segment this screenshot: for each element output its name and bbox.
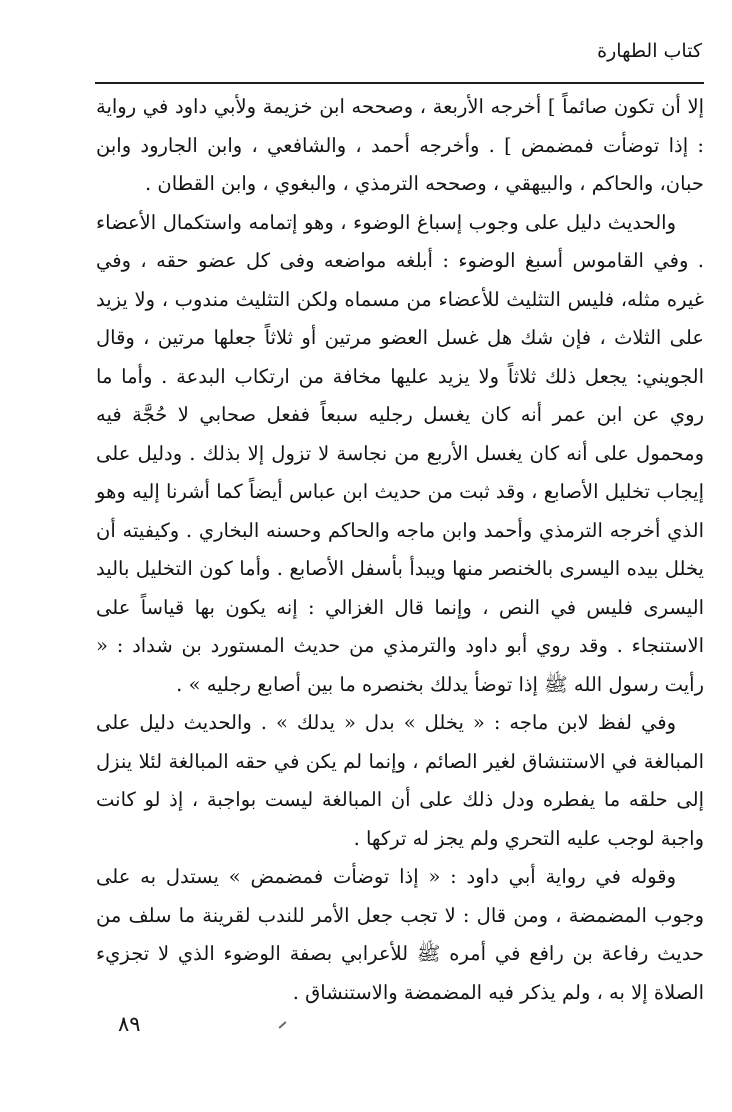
- main-text: [96, 88, 704, 1012]
- paragraph-isbagh-wudu: والحديث دليل على وجوب إسباغ الوضوء ، وهو إتمامه واستكمال الأعضاء . وفي القاموس أسبغ الوضوء : أبلغه مواضعه وفى كل عضو حقه ، وفي غيره مثله، فليس التثليث للأعضاء من مسماه ولكن التثليث مندوب ، ولا يزيد على الثلاث ، فإن شك هل غسل العضو مرتين أو ثلاثاً جعلها مرتين ، وقال الجويني: يجعل ذلك ثلاثاً ولا يزيد عليها مخافة من ارتكاب البدعة . وأما ما روي عن ابن عمر أنه كان يغسل رجليه سبعاً ففعل صحابي لا حُجَّة فيه ومحمول على أنه كان يغسل الأربع من نجاسة لا تزول إلا بذلك . ودليل على إيجاب تخليل الأصابع ، وقد ثبت من حديث ابن عباس أيضاً كما أشرنا إليه وهو الذي أخرجه الترمذي وأحمد وابن ماجه والحاكم وحسنه البخاري . وكيفيته أن يخلل بيده اليسرى بالخنصر منها ويبدأ بأسفل الأصابع . وأما كون التخليل باليد اليسرى فليس في النص ، وإنما قال الغزالي : إنه يكون بها قياساً على الاستنجاء . وقد روي أبو داود والترمذي من حديث المستورد بن شداد : « رأيت رسول الله ﷺ إذا توضأ يدلك بخنصره ما بين أصابع رجليه » .: [96, 210, 704, 696]
- header-rule: [95, 82, 704, 84]
- paragraph-hadith-continuation: إلا أن تكون صائماً ] أخرجه الأربعة ، وصححه ابن خزيمة ولأبي داود في رواية : إذا توضأت فمضمض ] . وأخرجه أحمد ، والشافعي ، وابن الجارود وابن حبان، والحاكم ، والبيهقي ، وصححه الترمذي ، والبغوي ، وابن القطان .: [96, 95, 704, 195]
- paragraph-istinshaq: وفي لفظ لابن ماجه : « يخلل » بدل « يدلك » . والحديث دليل على المبالغة في الاستنشاق لغير الصائم ، وإنما لم يكن في حقه المبالغة لئلا ينزل إلى حلقه ما يفطره ودل ذلك على أن المبالغة ليست بواجبة ، إذ لو كانت واجبة لوجب عليه التحري ولم يجز له تركها .: [96, 711, 704, 850]
- running-title: كتاب الطهارة: [597, 40, 702, 62]
- pen-mark: [278, 1021, 286, 1029]
- paragraph-madmada: وقوله في رواية أبي داود : « إذا توضأت فمضمض » يستدل به على وجوب المضمضة ، ومن قال : لا تجب جعل الأمر للندب لقرينة ما سلف من حديث رفاعة بن رافع في أمره ﷺ للأعرابي بصفة الوضوء الذي لا تجزيء الصلاة إلا به ، ولم يذكر فيه المضمضة والاستنشاق .: [96, 865, 704, 1004]
- page-number: ٨٩: [118, 1012, 141, 1036]
